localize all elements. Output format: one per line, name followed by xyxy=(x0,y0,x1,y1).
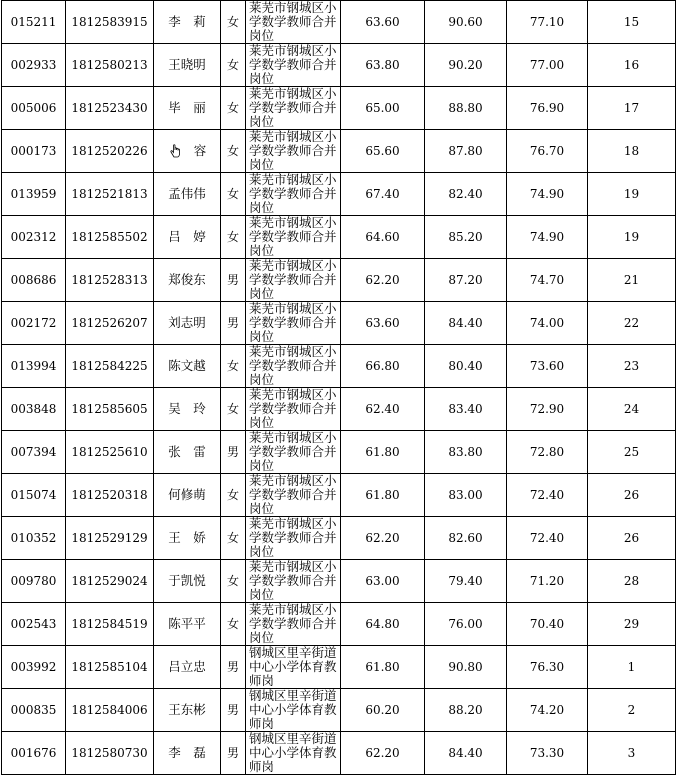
applicant-id-cell: 003992 xyxy=(2,646,66,689)
name-cell: 李 莉 xyxy=(154,1,221,44)
interview-score-cell: 90.60 xyxy=(425,1,507,44)
position-cell: 莱芜市钢城区小学数学教师合并岗位 xyxy=(246,302,341,345)
position-cell: 莱芜市钢城区小学数学教师合并岗位 xyxy=(246,431,341,474)
written-score-cell: 63.80 xyxy=(341,44,425,87)
interview-score-cell: 84.40 xyxy=(425,732,507,775)
exam-number-cell: 1812580213 xyxy=(66,44,154,87)
applicant-id-cell: 003848 xyxy=(2,388,66,431)
position-cell: 莱芜市钢城区小学数学教师合并岗位 xyxy=(246,517,341,560)
rank-cell: 19 xyxy=(588,216,676,259)
rank-cell: 24 xyxy=(588,388,676,431)
rank-cell: 26 xyxy=(588,517,676,560)
name-cell: 陈平平 xyxy=(154,603,221,646)
name-cell: 毕 丽 xyxy=(154,87,221,130)
exam-number-cell: 1812580730 xyxy=(66,732,154,775)
applicant-id-cell: 015211 xyxy=(2,1,66,44)
interview-score-cell: 84.40 xyxy=(425,302,507,345)
total-score-cell: 74.20 xyxy=(507,689,588,732)
applicant-id-cell: 010352 xyxy=(2,517,66,560)
gender-cell: 女 xyxy=(221,130,246,173)
applicant-id-cell: 002172 xyxy=(2,302,66,345)
rank-cell: 19 xyxy=(588,173,676,216)
name-text: 容 xyxy=(193,142,207,158)
name-cell: 孟伟伟 xyxy=(154,173,221,216)
table-row xyxy=(2,1,676,44)
table-body xyxy=(2,1,676,775)
table-row xyxy=(2,44,676,87)
interview-score-cell: 83.40 xyxy=(425,388,507,431)
gender-cell: 男 xyxy=(221,646,246,689)
rank-cell: 21 xyxy=(588,259,676,302)
exam-number-cell: 1812585502 xyxy=(66,216,154,259)
gender-cell: 男 xyxy=(221,259,246,302)
total-score-cell: 76.70 xyxy=(507,130,588,173)
exam-number-cell: 1812520226 xyxy=(66,130,154,173)
position-cell: 莱芜市钢城区小学数学教师合并岗位 xyxy=(246,44,341,87)
total-score-cell: 77.10 xyxy=(507,1,588,44)
gender-cell: 女 xyxy=(221,216,246,259)
applicant-id-cell: 008686 xyxy=(2,259,66,302)
interview-score-cell: 85.20 xyxy=(425,216,507,259)
table-row xyxy=(2,431,676,474)
interview-score-cell: 83.00 xyxy=(425,474,507,517)
exam-number-cell: 1812583915 xyxy=(66,1,154,44)
written-score-cell: 65.00 xyxy=(341,87,425,130)
interview-score-cell: 83.80 xyxy=(425,431,507,474)
written-score-cell: 62.20 xyxy=(341,517,425,560)
exam-number-cell: 1812528313 xyxy=(66,259,154,302)
position-cell: 钢城区里辛街道中心小学体育教师岗 xyxy=(246,646,341,689)
table-row xyxy=(2,603,676,646)
written-score-cell: 61.80 xyxy=(341,474,425,517)
gender-cell: 女 xyxy=(221,388,246,431)
position-cell: 钢城区里辛街道中心小学体育教师岗 xyxy=(246,689,341,732)
exam-number-cell: 1812585104 xyxy=(66,646,154,689)
interview-score-cell: 90.80 xyxy=(425,646,507,689)
written-score-cell: 60.20 xyxy=(341,689,425,732)
written-score-cell: 63.60 xyxy=(341,1,425,44)
written-score-cell: 63.60 xyxy=(341,302,425,345)
rank-cell: 26 xyxy=(588,474,676,517)
gender-cell: 女 xyxy=(221,517,246,560)
rank-cell: 16 xyxy=(588,44,676,87)
table-row xyxy=(2,517,676,560)
table-row xyxy=(2,173,676,216)
name-cell: 于凯悦 xyxy=(154,560,221,603)
applicant-id-cell: 007394 xyxy=(2,431,66,474)
position-cell: 莱芜市钢城区小学数学教师合并岗位 xyxy=(246,603,341,646)
results-table xyxy=(1,0,676,775)
table-row xyxy=(2,259,676,302)
total-score-cell: 76.90 xyxy=(507,87,588,130)
interview-score-cell: 88.20 xyxy=(425,689,507,732)
gender-cell: 男 xyxy=(221,732,246,775)
rank-cell: 1 xyxy=(588,646,676,689)
written-score-cell: 67.40 xyxy=(341,173,425,216)
total-score-cell: 72.80 xyxy=(507,431,588,474)
hand-cursor-icon xyxy=(168,143,184,159)
exam-number-cell: 1812523430 xyxy=(66,87,154,130)
interview-score-cell: 82.40 xyxy=(425,173,507,216)
written-score-cell: 61.80 xyxy=(341,431,425,474)
applicant-id-cell: 000173 xyxy=(2,130,66,173)
gender-cell: 男 xyxy=(221,302,246,345)
position-cell: 莱芜市钢城区小学数学教师合并岗位 xyxy=(246,173,341,216)
table-row xyxy=(2,732,676,775)
total-score-cell: 74.00 xyxy=(507,302,588,345)
rank-cell: 25 xyxy=(588,431,676,474)
written-score-cell: 63.00 xyxy=(341,560,425,603)
interview-score-cell: 80.40 xyxy=(425,345,507,388)
name-cell: 张 雷 xyxy=(154,431,221,474)
exam-number-cell: 1812526207 xyxy=(66,302,154,345)
position-cell: 莱芜市钢城区小学数学教师合并岗位 xyxy=(246,259,341,302)
written-score-cell: 61.80 xyxy=(341,646,425,689)
interview-score-cell: 88.80 xyxy=(425,87,507,130)
position-cell: 钢城区里辛街道中心小学体育教师岗 xyxy=(246,732,341,775)
total-score-cell: 72.40 xyxy=(507,517,588,560)
table-row xyxy=(2,689,676,732)
name-cell: 郑俊东 xyxy=(154,259,221,302)
total-score-cell: 74.90 xyxy=(507,216,588,259)
name-cell: 刘志明 xyxy=(154,302,221,345)
table-row xyxy=(2,560,676,603)
position-cell: 莱芜市钢城区小学数学教师合并岗位 xyxy=(246,87,341,130)
interview-score-cell: 79.40 xyxy=(425,560,507,603)
applicant-id-cell: 009780 xyxy=(2,560,66,603)
table-row xyxy=(2,388,676,431)
gender-cell: 女 xyxy=(221,44,246,87)
rank-cell: 22 xyxy=(588,302,676,345)
applicant-id-cell: 005006 xyxy=(2,87,66,130)
exam-number-cell: 1812529129 xyxy=(66,517,154,560)
exam-number-cell: 1812521813 xyxy=(66,173,154,216)
exam-number-cell: 1812584006 xyxy=(66,689,154,732)
position-cell: 莱芜市钢城区小学数学教师合并岗位 xyxy=(246,130,341,173)
gender-cell: 女 xyxy=(221,1,246,44)
applicant-id-cell: 013959 xyxy=(2,173,66,216)
name-cell xyxy=(154,130,221,173)
name-cell: 王 娇 xyxy=(154,517,221,560)
total-score-cell: 71.20 xyxy=(507,560,588,603)
table-row xyxy=(2,302,676,345)
total-score-cell: 73.30 xyxy=(507,732,588,775)
table-row xyxy=(2,216,676,259)
applicant-id-cell: 000835 xyxy=(2,689,66,732)
total-score-cell: 76.30 xyxy=(507,646,588,689)
rank-cell: 28 xyxy=(588,560,676,603)
written-score-cell: 64.80 xyxy=(341,603,425,646)
gender-cell: 女 xyxy=(221,474,246,517)
total-score-cell: 70.40 xyxy=(507,603,588,646)
written-score-cell: 62.40 xyxy=(341,388,425,431)
applicant-id-cell: 002543 xyxy=(2,603,66,646)
written-score-cell: 64.60 xyxy=(341,216,425,259)
table-row xyxy=(2,646,676,689)
rank-cell: 3 xyxy=(588,732,676,775)
gender-cell: 女 xyxy=(221,603,246,646)
name-cell: 吕立忠 xyxy=(154,646,221,689)
rank-cell: 29 xyxy=(588,603,676,646)
applicant-id-cell: 013994 xyxy=(2,345,66,388)
total-score-cell: 73.60 xyxy=(507,345,588,388)
interview-score-cell: 76.00 xyxy=(425,603,507,646)
position-cell: 莱芜市钢城区小学数学教师合并岗位 xyxy=(246,1,341,44)
name-cell: 吴 玲 xyxy=(154,388,221,431)
rank-cell: 23 xyxy=(588,345,676,388)
applicant-id-cell: 002312 xyxy=(2,216,66,259)
exam-number-cell: 1812529024 xyxy=(66,560,154,603)
table-row xyxy=(2,474,676,517)
gender-cell: 女 xyxy=(221,173,246,216)
exam-number-cell: 1812584519 xyxy=(66,603,154,646)
name-cell: 王东彬 xyxy=(154,689,221,732)
position-cell: 莱芜市钢城区小学数学教师合并岗位 xyxy=(246,474,341,517)
position-cell: 莱芜市钢城区小学数学教师合并岗位 xyxy=(246,216,341,259)
written-score-cell: 62.20 xyxy=(341,259,425,302)
interview-score-cell: 87.20 xyxy=(425,259,507,302)
position-cell: 莱芜市钢城区小学数学教师合并岗位 xyxy=(246,345,341,388)
interview-score-cell: 87.80 xyxy=(425,130,507,173)
table-row xyxy=(2,130,676,173)
rank-cell: 18 xyxy=(588,130,676,173)
exam-number-cell: 1812585605 xyxy=(66,388,154,431)
total-score-cell: 74.70 xyxy=(507,259,588,302)
written-score-cell: 66.80 xyxy=(341,345,425,388)
gender-cell: 女 xyxy=(221,560,246,603)
position-cell: 莱芜市钢城区小学数学教师合并岗位 xyxy=(246,560,341,603)
gender-cell: 女 xyxy=(221,345,246,388)
applicant-id-cell: 001676 xyxy=(2,732,66,775)
exam-number-cell: 1812525610 xyxy=(66,431,154,474)
applicant-id-cell: 002933 xyxy=(2,44,66,87)
applicant-id-cell: 015074 xyxy=(2,474,66,517)
rank-cell: 15 xyxy=(588,1,676,44)
rank-cell: 17 xyxy=(588,87,676,130)
total-score-cell: 77.00 xyxy=(507,44,588,87)
total-score-cell: 74.90 xyxy=(507,173,588,216)
gender-cell: 男 xyxy=(221,689,246,732)
rank-cell: 2 xyxy=(588,689,676,732)
total-score-cell: 72.90 xyxy=(507,388,588,431)
gender-cell: 女 xyxy=(221,87,246,130)
name-cell: 吕 婷 xyxy=(154,216,221,259)
exam-number-cell: 1812520318 xyxy=(66,474,154,517)
exam-number-cell: 1812584225 xyxy=(66,345,154,388)
written-score-cell: 65.60 xyxy=(341,130,425,173)
written-score-cell: 62.20 xyxy=(341,732,425,775)
name-cell: 何修萌 xyxy=(154,474,221,517)
name-cell: 李 磊 xyxy=(154,732,221,775)
total-score-cell: 72.40 xyxy=(507,474,588,517)
position-cell: 莱芜市钢城区小学数学教师合并岗位 xyxy=(246,388,341,431)
interview-score-cell: 90.20 xyxy=(425,44,507,87)
interview-score-cell: 82.60 xyxy=(425,517,507,560)
gender-cell: 男 xyxy=(221,431,246,474)
name-cell: 王晓明 xyxy=(154,44,221,87)
table-row xyxy=(2,87,676,130)
table-row xyxy=(2,345,676,388)
name-cell: 陈文越 xyxy=(154,345,221,388)
